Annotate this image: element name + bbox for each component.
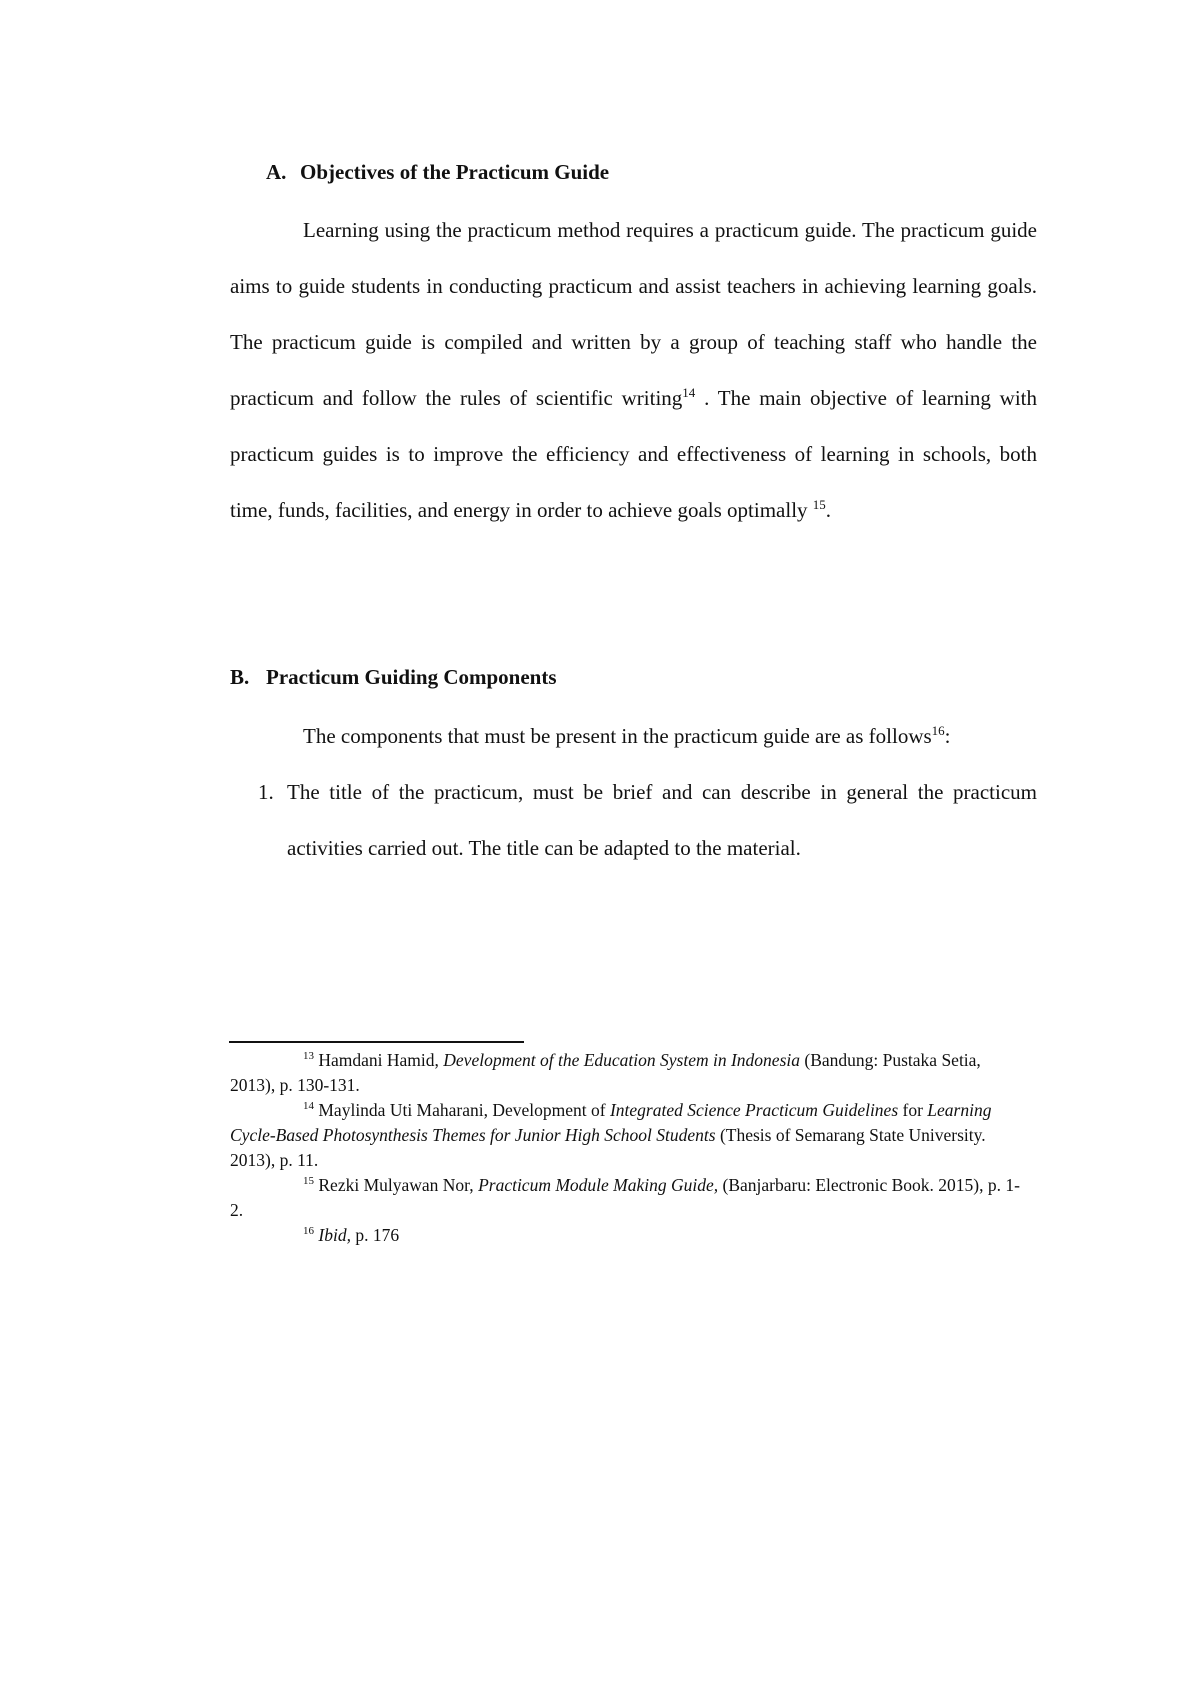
section-a-text-1: Learning using the practicum method requires a practicum guide. The practicum guide aims to guide students in conducting practicum and assist teachers in achieving learning goals. The practicum guide is compiled and written by a group of teaching staff who handle the practicum and follow the rules of scientific writing — [230, 218, 1037, 410]
footnote-number: 14 — [303, 1100, 314, 1113]
footnote-title: Development of the Education System in Indonesia — [443, 1050, 800, 1070]
footnote-text: Hamdani Hamid, — [314, 1050, 444, 1070]
footnote-title: Ibid, — [318, 1225, 351, 1245]
list-item-number: 1. — [258, 780, 274, 804]
section-a-marker: A. — [266, 160, 287, 184]
footnote-13 — [230, 1048, 1020, 1098]
footnote-ref-14[interactable]: 14 — [682, 385, 696, 400]
footnote-number: 15 — [303, 1175, 314, 1188]
footnote-14 — [230, 1098, 1020, 1173]
section-a-heading — [266, 160, 609, 185]
footnote-text: (Thesis of Semarang State University. 2013), p. 11. — [230, 1125, 986, 1170]
footnote-text: for — [898, 1100, 928, 1120]
footnote-text: Maylinda Uti Maharani, Development of — [314, 1100, 610, 1120]
section-a-paragraph — [230, 202, 1037, 538]
footnote-15 — [230, 1173, 1020, 1223]
section-b-title: Practicum Guiding Components — [266, 665, 557, 689]
footnote-title: Integrated Science Practicum Guidelines — [609, 1100, 899, 1120]
footnote-text: Rezki Mulyawan Nor, — [314, 1175, 479, 1195]
footnote-number: 13 — [303, 1050, 314, 1063]
footnote-text: (Banjarbaru: Electronic Book. 2015), p. 1-2. — [230, 1175, 1020, 1220]
section-b-intro-text: The components that must be present in the practicum guide are as follows — [303, 724, 932, 748]
list-item-text: The title of the practicum, must be brief and can describe in general the practicum activities carried out. The title can be adapted to the material. — [287, 780, 1037, 860]
section-b-heading — [230, 665, 557, 690]
section-b-intro — [230, 708, 1037, 764]
footnote-ref-16[interactable]: 16 — [931, 723, 945, 738]
footnotes — [230, 1048, 1020, 1248]
footnote-ref-15[interactable]: 15 — [812, 497, 826, 512]
footnote-title: Practicum Module Making Guide, — [478, 1175, 719, 1195]
section-a-text-end: . — [825, 498, 832, 522]
section-a-text-2: . The main objective of learning with practicum guides is to improve the efficiency and effectiveness of learning in schools, both time, funds, facilities, and energy in order to achieve goals optimally — [230, 386, 1037, 522]
footnote-text: (Bandung: Pustaka Setia, 2013), p. 130-131. — [230, 1050, 981, 1095]
section-b-intro-end: : — [944, 724, 951, 748]
footnote-number: 16 — [303, 1225, 314, 1238]
section-b-marker: B. — [230, 665, 250, 689]
footnote-text: p. 176 — [350, 1225, 400, 1245]
footnote-16 — [230, 1223, 1020, 1248]
list-item — [258, 764, 1037, 876]
section-a-title: Objectives of the Practicum Guide — [300, 160, 610, 184]
footnote-separator — [229, 1041, 524, 1043]
footnote-title: Learning Cycle-Based Photosynthesis Themes for Junior High School Students — [230, 1100, 992, 1145]
